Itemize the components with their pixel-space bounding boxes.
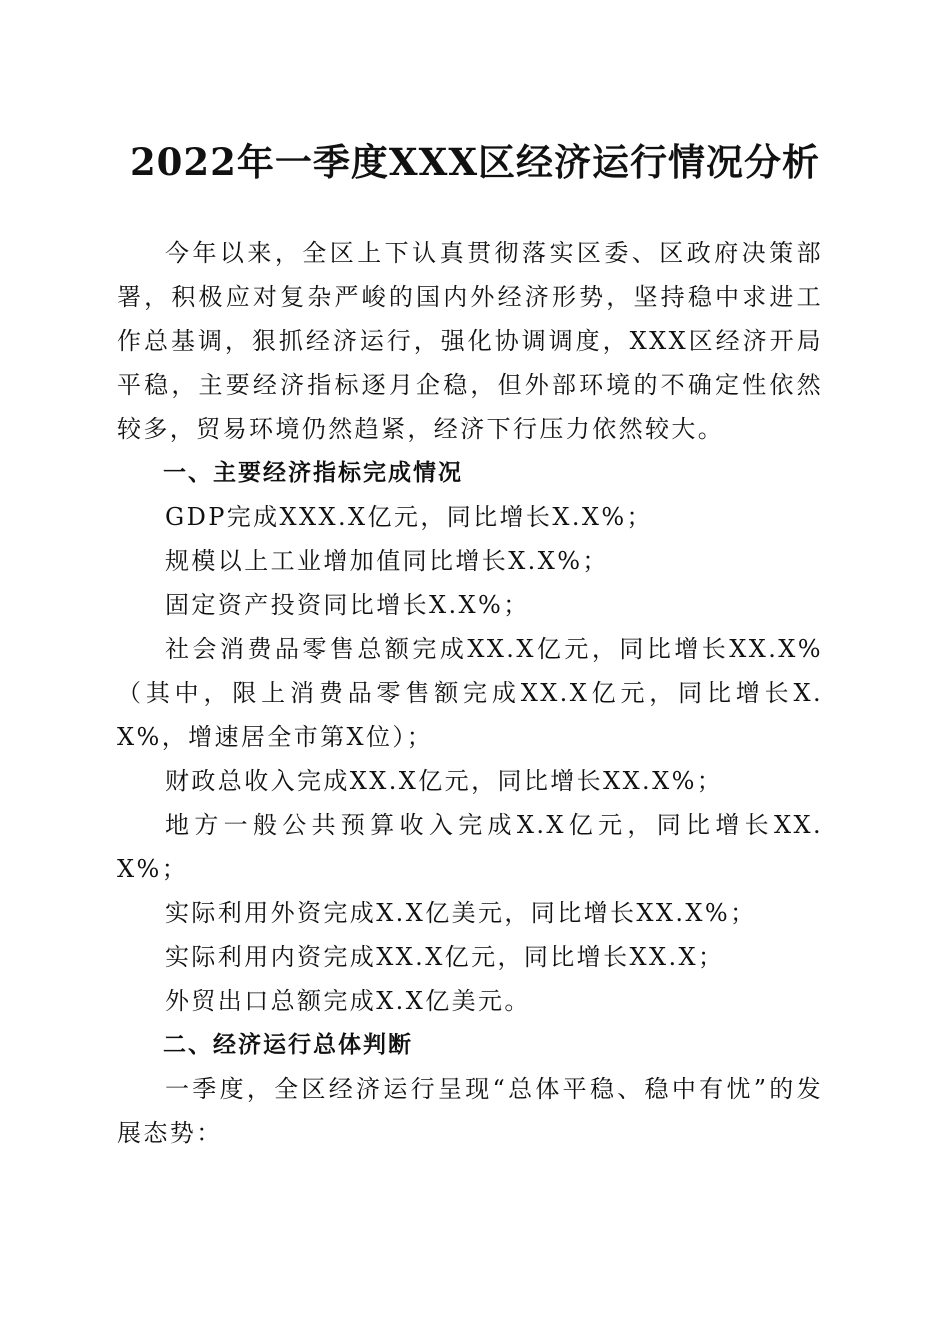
indicator-public-budget-revenue: 地方一般公共预算收入完成X.X亿元，同比增长XX.X%； — [117, 811, 823, 883]
indicator-fiscal-revenue: 财政总收入完成XX.X亿元，同比增长XX.X%； — [165, 767, 724, 795]
indicator-industrial-value-added: 规模以上工业增加值同比增长X.X%； — [165, 547, 609, 575]
section-2-paragraph: 一季度，全区经济运行呈现“总体平稳、稳中有忧”的发展态势： — [117, 1075, 823, 1147]
indicator-gdp: GDP完成XXX.X亿元，同比增长X.X%； — [165, 503, 653, 531]
document-body — [117, 231, 823, 1155]
indicator-export-total: 外贸出口总额完成X.X亿美元。 — [165, 987, 531, 1015]
section-1-heading: 一、主要经济指标完成情况 — [163, 460, 463, 486]
indicator-fixed-asset-investment: 固定资产投资同比增长X.X%； — [165, 591, 530, 619]
indicator-retail-sales: 社会消费品零售总额完成XX.X亿元，同比增长XX.X%（其中，限上消费品零售额完成XX.X亿元，同比增长X.X%，增速居全市第X位）； — [117, 635, 823, 751]
section-2-heading: 二、经济运行总体判断 — [163, 1032, 413, 1058]
document-title: 2022年一季度XXX区经济运行情况分析 — [129, 140, 821, 184]
intro-paragraph: 今年以来，全区上下认真贯彻落实区委、区政府决策部署，积极应对复杂严峻的国内外经济形势，坚持稳中求进工作总基调，狠抓经济运行，强化协调调度，XXX区经济开局平稳，主要经济指标逐月企稳，但外部环境的不确定性依然较多，贸易环境仍然趋紧，经济下行压力依然较大。 — [117, 239, 823, 443]
indicator-foreign-investment: 实际利用外资完成X.X亿美元，同比增长XX.X%； — [165, 899, 757, 927]
indicator-domestic-investment: 实际利用内资完成XX.X亿元，同比增长XX.X； — [165, 943, 725, 971]
